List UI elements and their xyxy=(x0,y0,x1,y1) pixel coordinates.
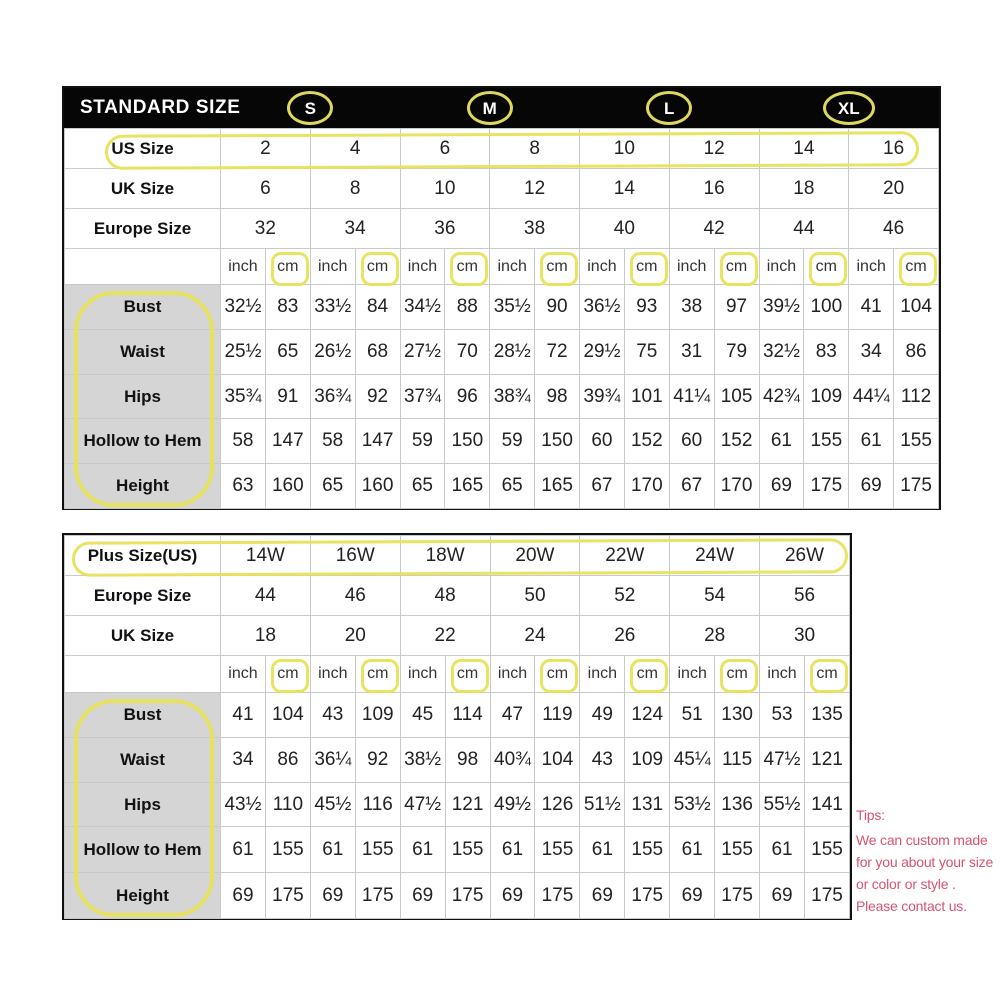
size-row xyxy=(65,536,850,576)
tips-note xyxy=(856,804,1000,917)
measure-value-cell: 47½ xyxy=(760,738,805,783)
measure-value-cell: 47 xyxy=(490,693,535,738)
row-label: Plus Size(US) xyxy=(65,536,221,576)
measure-value-cell: 100 xyxy=(804,285,849,330)
unit-inch-cell: inch xyxy=(490,656,535,693)
size-value-cell: 12 xyxy=(669,129,759,169)
measure-value-cell: 114 xyxy=(445,693,490,738)
size-value-cell: 10 xyxy=(580,129,670,169)
measure-value-cell: 47½ xyxy=(400,783,445,827)
size-value-cell: 22 xyxy=(400,616,490,656)
size-value-cell: 40 xyxy=(580,209,670,249)
measure-value-cell: 91 xyxy=(265,375,310,419)
measure-value-cell: 29½ xyxy=(580,330,625,375)
measure-value-cell: 42¾ xyxy=(759,375,804,419)
row-label: Hips xyxy=(65,783,221,827)
unit-cm-cell: cm xyxy=(265,656,310,693)
measure-value-cell: 147 xyxy=(355,419,400,464)
measure-value-cell: 175 xyxy=(804,873,849,919)
unit-inch-cell: inch xyxy=(221,656,266,693)
size-value-cell: 18 xyxy=(221,616,311,656)
size-value-cell: 48 xyxy=(400,576,490,616)
measure-row xyxy=(65,375,939,419)
measure-row xyxy=(65,738,850,783)
measure-value-cell: 155 xyxy=(715,827,760,873)
measure-value-cell: 72 xyxy=(535,330,580,375)
unit-cm-cell: cm xyxy=(624,249,669,285)
measure-value-cell: 160 xyxy=(265,464,310,509)
measure-value-cell: 39½ xyxy=(759,285,804,330)
row-label: Hollow to Hem xyxy=(65,827,221,873)
measure-value-cell: 136 xyxy=(715,783,760,827)
measure-row xyxy=(65,464,939,509)
measure-value-cell: 28½ xyxy=(490,330,535,375)
unit-inch-cell: inch xyxy=(669,249,714,285)
row-label: UK Size xyxy=(65,616,221,656)
size-value-cell: 14 xyxy=(759,129,849,169)
size-value-cell: 36 xyxy=(400,209,490,249)
measure-value-cell: 69 xyxy=(760,873,805,919)
measure-value-cell: 152 xyxy=(624,419,669,464)
measure-value-cell: 175 xyxy=(894,464,939,509)
size-value-cell: 54 xyxy=(670,576,760,616)
measure-value-cell: 155 xyxy=(355,827,400,873)
size-value-cell: 38 xyxy=(490,209,580,249)
unit-row xyxy=(65,249,939,285)
plus-size-table xyxy=(62,533,852,920)
measure-value-cell: 58 xyxy=(310,419,355,464)
measure-value-cell: 109 xyxy=(625,738,670,783)
size-value-cell: 28 xyxy=(670,616,760,656)
measure-value-cell: 49½ xyxy=(490,783,535,827)
size-value-cell: 20 xyxy=(849,169,939,209)
measure-value-cell: 88 xyxy=(445,285,490,330)
unit-inch-cell: inch xyxy=(400,249,445,285)
tips-title: Tips: xyxy=(856,807,885,823)
standard-size-table xyxy=(62,86,941,510)
size-value-cell: 44 xyxy=(221,576,311,616)
measure-value-cell: 130 xyxy=(715,693,760,738)
size-value-cell: 20 xyxy=(310,616,400,656)
measure-value-cell: 38¾ xyxy=(490,375,535,419)
measure-value-cell: 61 xyxy=(760,827,805,873)
measure-value-cell: 165 xyxy=(535,464,580,509)
unit-cm-cell: cm xyxy=(355,249,400,285)
measure-value-cell: 83 xyxy=(804,330,849,375)
unit-row-empty-label xyxy=(65,249,221,285)
size-value-cell: 16 xyxy=(669,169,759,209)
measure-value-cell: 84 xyxy=(355,285,400,330)
measure-value-cell: 34 xyxy=(221,738,266,783)
measure-value-cell: 98 xyxy=(445,738,490,783)
measure-row xyxy=(65,330,939,375)
measure-value-cell: 41 xyxy=(849,285,894,330)
measure-value-cell: 69 xyxy=(490,873,535,919)
row-label: Waist xyxy=(65,330,221,375)
unit-cm-cell: cm xyxy=(355,656,400,693)
measure-value-cell: 34½ xyxy=(400,285,445,330)
measure-value-cell: 53 xyxy=(760,693,805,738)
size-value-cell: 46 xyxy=(849,209,939,249)
row-label: Bust xyxy=(65,285,221,330)
unit-cm-cell: cm xyxy=(445,656,490,693)
measure-value-cell: 155 xyxy=(625,827,670,873)
measure-value-cell: 119 xyxy=(535,693,580,738)
size-value-cell: 24W xyxy=(670,536,760,576)
size-row xyxy=(65,129,939,169)
measure-value-cell: 37¾ xyxy=(400,375,445,419)
measure-value-cell: 115 xyxy=(715,738,760,783)
unit-inch-cell: inch xyxy=(310,249,355,285)
measure-value-cell: 38 xyxy=(669,285,714,330)
measure-value-cell: 155 xyxy=(445,827,490,873)
unit-cm-cell: cm xyxy=(535,656,580,693)
size-value-cell: 32 xyxy=(221,209,311,249)
unit-inch-cell: inch xyxy=(490,249,535,285)
measure-value-cell: 61 xyxy=(490,827,535,873)
measure-value-cell: 27½ xyxy=(400,330,445,375)
measure-value-cell: 152 xyxy=(714,419,759,464)
measure-value-cell: 160 xyxy=(355,464,400,509)
row-label: Hips xyxy=(65,375,221,419)
measure-value-cell: 61 xyxy=(310,827,355,873)
measure-value-cell: 35¾ xyxy=(221,375,266,419)
size-value-cell: 12 xyxy=(490,169,580,209)
tip-line: We can custom made xyxy=(856,832,988,848)
unit-cm-cell: cm xyxy=(804,249,849,285)
size-value-cell: 42 xyxy=(669,209,759,249)
measure-value-cell: 109 xyxy=(804,375,849,419)
measure-value-cell: 69 xyxy=(849,464,894,509)
measure-value-cell: 61 xyxy=(400,827,445,873)
size-group-badge: M xyxy=(467,91,513,125)
size-value-cell: 4 xyxy=(310,129,400,169)
standard-size-title: STANDARD SIZE xyxy=(80,97,241,118)
unit-inch-cell: inch xyxy=(221,249,266,285)
size-value-cell: 10 xyxy=(400,169,490,209)
measure-row xyxy=(65,419,939,464)
measure-value-cell: 155 xyxy=(265,827,310,873)
measure-row xyxy=(65,827,850,873)
measure-value-cell: 36¼ xyxy=(310,738,355,783)
measure-value-cell: 110 xyxy=(265,783,310,827)
measure-value-cell: 61 xyxy=(580,827,625,873)
size-value-cell: 30 xyxy=(760,616,850,656)
size-value-cell: 20W xyxy=(490,536,580,576)
measure-value-cell: 35½ xyxy=(490,285,535,330)
measure-value-cell: 55½ xyxy=(760,783,805,827)
size-value-cell: 24 xyxy=(490,616,580,656)
size-row xyxy=(65,616,850,656)
row-label: Height xyxy=(65,464,221,509)
measure-value-cell: 41 xyxy=(221,693,266,738)
row-label: Hollow to Hem xyxy=(65,419,221,464)
measure-value-cell: 43 xyxy=(310,693,355,738)
measure-value-cell: 175 xyxy=(265,873,310,919)
measure-value-cell: 83 xyxy=(265,285,310,330)
tip-line: Please contact us. xyxy=(856,898,967,914)
measure-value-cell: 124 xyxy=(625,693,670,738)
measure-value-cell: 60 xyxy=(669,419,714,464)
measure-value-cell: 155 xyxy=(804,419,849,464)
measure-value-cell: 61 xyxy=(849,419,894,464)
unit-cm-cell: cm xyxy=(714,249,759,285)
measure-value-cell: 121 xyxy=(804,738,849,783)
measure-value-cell: 61 xyxy=(221,827,266,873)
size-value-cell: 6 xyxy=(221,169,311,209)
size-value-cell: 46 xyxy=(310,576,400,616)
measure-value-cell: 45¼ xyxy=(670,738,715,783)
size-value-cell: 26 xyxy=(580,616,670,656)
measure-value-cell: 70 xyxy=(445,330,490,375)
size-row xyxy=(65,209,939,249)
measure-value-cell: 45½ xyxy=(310,783,355,827)
measure-value-cell: 49 xyxy=(580,693,625,738)
size-value-cell: 8 xyxy=(310,169,400,209)
measure-value-cell: 101 xyxy=(624,375,669,419)
measure-value-cell: 65 xyxy=(400,464,445,509)
measure-value-cell: 147 xyxy=(265,419,310,464)
measure-value-cell: 131 xyxy=(625,783,670,827)
measure-value-cell: 34 xyxy=(849,330,894,375)
plus-size-grid xyxy=(64,535,850,919)
measure-value-cell: 67 xyxy=(580,464,625,509)
measure-value-cell: 155 xyxy=(535,827,580,873)
measure-value-cell: 40¾ xyxy=(490,738,535,783)
measure-value-cell: 43 xyxy=(580,738,625,783)
measure-value-cell: 44¼ xyxy=(849,375,894,419)
size-value-cell: 18W xyxy=(400,536,490,576)
measure-value-cell: 69 xyxy=(310,873,355,919)
measure-value-cell: 96 xyxy=(445,375,490,419)
unit-inch-cell: inch xyxy=(580,249,625,285)
measure-value-cell: 92 xyxy=(355,375,400,419)
row-label: Waist xyxy=(65,738,221,783)
measure-value-cell: 170 xyxy=(714,464,759,509)
measure-value-cell: 65 xyxy=(265,330,310,375)
measure-value-cell: 97 xyxy=(714,285,759,330)
size-value-cell: 18 xyxy=(759,169,849,209)
measure-value-cell: 38½ xyxy=(400,738,445,783)
unit-inch-cell: inch xyxy=(400,656,445,693)
measure-value-cell: 175 xyxy=(445,873,490,919)
measure-value-cell: 175 xyxy=(535,873,580,919)
measure-value-cell: 41¼ xyxy=(669,375,714,419)
measure-value-cell: 45 xyxy=(400,693,445,738)
measure-value-cell: 69 xyxy=(400,873,445,919)
measure-value-cell: 63 xyxy=(221,464,266,509)
measure-value-cell: 79 xyxy=(714,330,759,375)
measure-value-cell: 65 xyxy=(310,464,355,509)
measure-value-cell: 116 xyxy=(355,783,400,827)
size-group-badge: XL xyxy=(823,91,875,125)
measure-value-cell: 121 xyxy=(445,783,490,827)
measure-value-cell: 155 xyxy=(804,827,849,873)
measure-row xyxy=(65,783,850,827)
unit-cm-cell: cm xyxy=(715,656,760,693)
row-label: US Size xyxy=(65,129,221,169)
measure-value-cell: 58 xyxy=(221,419,266,464)
tip-line: for you about your size xyxy=(856,854,994,870)
size-value-cell: 8 xyxy=(490,129,580,169)
measure-value-cell: 175 xyxy=(804,464,849,509)
measure-value-cell: 126 xyxy=(535,783,580,827)
unit-inch-cell: inch xyxy=(310,656,355,693)
standard-size-header-bar xyxy=(64,88,939,128)
size-value-cell: 26W xyxy=(760,536,850,576)
size-value-cell: 14 xyxy=(580,169,670,209)
unit-cm-cell: cm xyxy=(535,249,580,285)
size-value-cell: 56 xyxy=(760,576,850,616)
measure-value-cell: 155 xyxy=(894,419,939,464)
measure-value-cell: 32½ xyxy=(759,330,804,375)
standard-size-grid xyxy=(64,128,939,509)
measure-value-cell: 135 xyxy=(804,693,849,738)
measure-value-cell: 51 xyxy=(670,693,715,738)
measure-value-cell: 65 xyxy=(490,464,535,509)
measure-value-cell: 31 xyxy=(669,330,714,375)
unit-row xyxy=(65,656,850,693)
unit-cm-cell: cm xyxy=(625,656,670,693)
measure-value-cell: 69 xyxy=(221,873,266,919)
size-group-badge: S xyxy=(287,91,333,125)
measure-value-cell: 61 xyxy=(670,827,715,873)
unit-cm-cell: cm xyxy=(265,249,310,285)
unit-row-empty-label xyxy=(65,656,221,693)
size-value-cell: 14W xyxy=(221,536,311,576)
unit-inch-cell: inch xyxy=(760,656,805,693)
measure-value-cell: 69 xyxy=(580,873,625,919)
measure-row xyxy=(65,693,850,738)
row-label: Europe Size xyxy=(65,576,221,616)
unit-cm-cell: cm xyxy=(894,249,939,285)
measure-value-cell: 53½ xyxy=(670,783,715,827)
measure-value-cell: 105 xyxy=(714,375,759,419)
measure-value-cell: 59 xyxy=(490,419,535,464)
measure-value-cell: 75 xyxy=(624,330,669,375)
size-value-cell: 50 xyxy=(490,576,580,616)
measure-value-cell: 68 xyxy=(355,330,400,375)
measure-value-cell: 61 xyxy=(759,419,804,464)
measure-value-cell: 175 xyxy=(625,873,670,919)
size-value-cell: 16W xyxy=(310,536,400,576)
measure-value-cell: 59 xyxy=(400,419,445,464)
measure-value-cell: 43½ xyxy=(221,783,266,827)
unit-inch-cell: inch xyxy=(849,249,894,285)
unit-cm-cell: cm xyxy=(445,249,490,285)
size-value-cell: 22W xyxy=(580,536,670,576)
measure-value-cell: 112 xyxy=(894,375,939,419)
measure-value-cell: 109 xyxy=(355,693,400,738)
unit-inch-cell: inch xyxy=(670,656,715,693)
size-value-cell: 2 xyxy=(221,129,311,169)
measure-value-cell: 67 xyxy=(669,464,714,509)
measure-value-cell: 69 xyxy=(759,464,804,509)
row-label: UK Size xyxy=(65,169,221,209)
measure-value-cell: 150 xyxy=(445,419,490,464)
measure-row xyxy=(65,873,850,919)
measure-value-cell: 165 xyxy=(445,464,490,509)
measure-value-cell: 36½ xyxy=(580,285,625,330)
measure-value-cell: 98 xyxy=(535,375,580,419)
measure-value-cell: 36¾ xyxy=(310,375,355,419)
measure-value-cell: 60 xyxy=(580,419,625,464)
measure-value-cell: 170 xyxy=(624,464,669,509)
measure-value-cell: 69 xyxy=(670,873,715,919)
measure-value-cell: 104 xyxy=(894,285,939,330)
measure-value-cell: 32½ xyxy=(221,285,266,330)
unit-inch-cell: inch xyxy=(759,249,804,285)
measure-row xyxy=(65,285,939,330)
measure-value-cell: 86 xyxy=(265,738,310,783)
row-label: Europe Size xyxy=(65,209,221,249)
size-row xyxy=(65,169,939,209)
size-value-cell: 16 xyxy=(849,129,939,169)
measure-value-cell: 25½ xyxy=(221,330,266,375)
measure-value-cell: 33½ xyxy=(310,285,355,330)
size-value-cell: 44 xyxy=(759,209,849,249)
measure-value-cell: 175 xyxy=(715,873,760,919)
size-group-badge: L xyxy=(646,91,692,125)
measure-value-cell: 39¾ xyxy=(580,375,625,419)
size-row xyxy=(65,576,850,616)
measure-value-cell: 104 xyxy=(535,738,580,783)
tips-lines xyxy=(856,829,1000,917)
measure-value-cell: 175 xyxy=(355,873,400,919)
row-label: Bust xyxy=(65,693,221,738)
measure-value-cell: 86 xyxy=(894,330,939,375)
measure-value-cell: 150 xyxy=(535,419,580,464)
tip-line: or color or style . xyxy=(856,876,956,892)
size-value-cell: 6 xyxy=(400,129,490,169)
measure-value-cell: 51½ xyxy=(580,783,625,827)
size-value-cell: 34 xyxy=(310,209,400,249)
measure-value-cell: 26½ xyxy=(310,330,355,375)
measure-value-cell: 93 xyxy=(624,285,669,330)
measure-value-cell: 92 xyxy=(355,738,400,783)
measure-value-cell: 90 xyxy=(535,285,580,330)
measure-value-cell: 104 xyxy=(265,693,310,738)
size-value-cell: 52 xyxy=(580,576,670,616)
unit-inch-cell: inch xyxy=(580,656,625,693)
measure-value-cell: 141 xyxy=(804,783,849,827)
row-label: Height xyxy=(65,873,221,919)
unit-cm-cell: cm xyxy=(804,656,849,693)
